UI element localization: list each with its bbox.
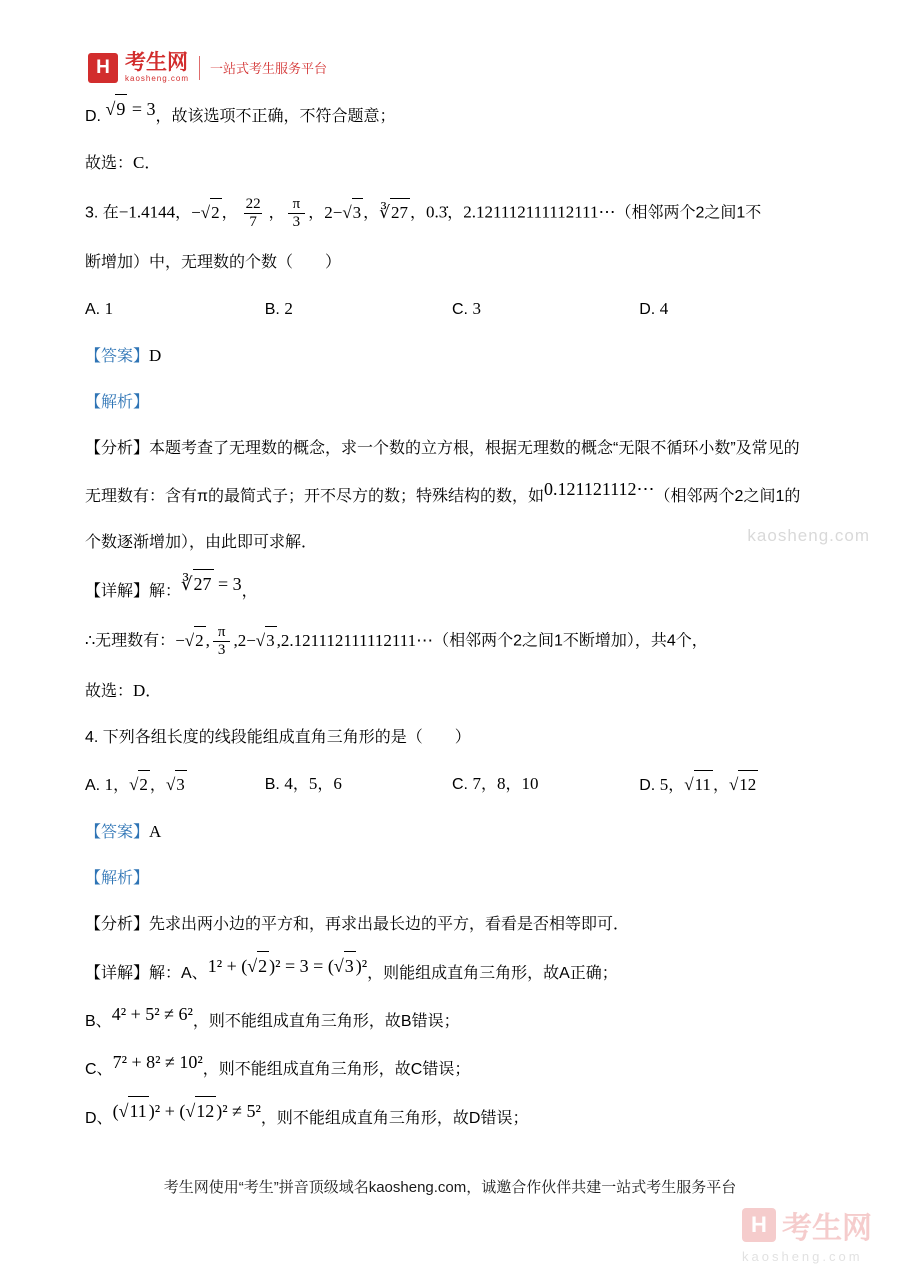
radical: [105, 94, 127, 123]
text-run: ，: [308, 204, 325, 222]
text-run: 【详解】解：A、: [85, 965, 208, 982]
math-run: [149, 346, 161, 365]
text-run: （相邻两个2之间1的: [654, 488, 801, 505]
kaosheng-logo-icon: [88, 53, 118, 83]
math-run: [105, 299, 114, 318]
text-run: 【分析】本题考查了无理数的概念，求一个数的立方根，根据无理数的概念“无限不循环小数”及常见的: [85, 440, 800, 457]
math-run: [660, 775, 669, 794]
radical: [201, 198, 222, 227]
analysis-q3-line-3: [85, 529, 834, 557]
text-run: ，: [363, 204, 380, 222]
math-text: 0.3̇: [426, 202, 448, 222]
math-run: [684, 775, 713, 794]
radicand: 9: [115, 94, 127, 123]
fraction-numerator: π: [292, 196, 301, 212]
math-run: [379, 203, 410, 222]
logo-domain: kaosheng.com: [125, 74, 190, 84]
text-run: D.: [639, 777, 660, 794]
fraction-numerator: π: [217, 624, 226, 640]
radicand: 3: [352, 198, 364, 227]
math-text: 0.121121112⋯: [544, 479, 655, 499]
option: [452, 770, 639, 800]
math-text: = 3: [213, 574, 242, 594]
option: [452, 295, 639, 324]
radical-sign-icon: ∛: [181, 574, 193, 594]
text-run: A.: [85, 777, 105, 794]
detail-q4-d: [85, 1102, 834, 1133]
text-run: ，: [505, 776, 522, 793]
page-watermark-text: kaosheng.com: [747, 526, 870, 545]
math-text: 7² + 8² ≠ 10²: [112, 1052, 203, 1072]
text-run: A.: [85, 301, 105, 318]
fraction: [213, 624, 231, 659]
radical-sign-icon: √: [342, 202, 352, 222]
math-text: 4: [284, 774, 293, 793]
text-run: 【答案】: [85, 348, 150, 365]
math-text: D: [133, 681, 146, 700]
fraction-numerator: 22: [245, 196, 261, 212]
text-run: 无理数有：含有π的最简式子；开不尽方的数；特殊结构的数，如: [85, 488, 545, 505]
text-run: ，则不能组成直角三角形，故B错误；: [192, 1013, 460, 1030]
option: [85, 295, 265, 324]
footer-text: 考生网使用“考生”拼音顶级域名kaosheng.com，诚邀合作伙伴共建一站式考生服务平台: [163, 1179, 737, 1196]
text-run: ，则能组成直角三角形，故A正确；: [367, 965, 618, 982]
radicand: 11: [694, 770, 713, 799]
math-run: [133, 681, 145, 700]
radical-sign-icon: √: [728, 775, 739, 794]
radical: [185, 626, 206, 655]
radical: [342, 198, 363, 227]
math-run: [113, 1048, 203, 1076]
text-run: 【答案】: [85, 824, 150, 841]
math-run: [284, 774, 293, 793]
analysis-q3-line-2: [85, 481, 834, 511]
radical-sign-icon: √: [184, 630, 195, 650]
math-run: [233, 631, 433, 650]
text-run: ，: [410, 204, 427, 222]
detail-q4-c: [85, 1054, 834, 1084]
math-run: [472, 774, 481, 793]
math-text: 4: [659, 299, 669, 318]
radicand: 27: [390, 198, 410, 227]
math-run: [119, 203, 175, 222]
math-text: 2: [284, 299, 293, 318]
radical-sign-icon: ∛: [379, 202, 391, 222]
text-run: C、: [85, 1061, 113, 1078]
math-run: [660, 299, 669, 318]
radicand: 11: [128, 1096, 148, 1125]
text-run: ．: [145, 683, 162, 700]
math-text: A: [149, 822, 162, 841]
radical-sign-icon: √: [165, 775, 176, 794]
text-run: D、: [85, 1110, 113, 1127]
math-text: 1: [104, 775, 114, 794]
text-run: C.: [452, 776, 473, 793]
answer-label-q3: [85, 342, 834, 371]
radicand: 2: [257, 951, 269, 980]
text-run: D.: [85, 108, 106, 125]
math-run: [208, 951, 367, 980]
math-run: [463, 203, 615, 222]
math-text: (: [112, 1101, 119, 1121]
watermark-row: [742, 1203, 872, 1247]
radical-sign-icon: √: [255, 630, 266, 650]
line-answer-choice: [85, 149, 834, 178]
text-run: 【分析】先求出两小边的平方和，再求出最长边的平方，看看是否相等即可．: [85, 916, 630, 933]
math-text: 6: [333, 774, 342, 793]
text-run: ，: [480, 776, 497, 793]
radical-sign-icon: √: [684, 775, 694, 794]
header: [88, 52, 327, 83]
radical: [166, 770, 187, 799]
text-run: ，: [668, 777, 685, 794]
text-run: ，: [221, 204, 238, 222]
text-run: 3. 在: [85, 204, 119, 222]
radical: [729, 770, 758, 799]
math-run: [105, 94, 155, 123]
analysis-q4: [85, 911, 834, 939]
radical-sign-icon: √: [333, 956, 344, 976]
text-run: 【解析】: [85, 870, 150, 887]
text-run: 【解析】: [85, 394, 150, 411]
math-run: [472, 299, 481, 318]
math-run: [521, 774, 538, 793]
text-run: ，: [447, 204, 464, 222]
math-text: )² ≠ 5²: [216, 1101, 261, 1121]
math-run: [333, 774, 342, 793]
question-3-options: [85, 295, 834, 324]
logo-name: 考生网: [125, 51, 188, 74]
radical: [119, 1096, 149, 1125]
radical: [684, 770, 713, 799]
option: [639, 770, 834, 800]
analysis-label-q4: [85, 865, 834, 893]
watermark-name: 考生网: [782, 1212, 872, 1245]
text-run: ，: [241, 583, 258, 600]
detail-q3-line-2: [85, 624, 834, 659]
math-run: [324, 203, 363, 222]
math-text: D: [149, 346, 162, 365]
math-text: −: [191, 202, 201, 222]
radical: [247, 951, 269, 980]
radicand: 3: [175, 770, 187, 799]
radical-sign-icon: √: [200, 202, 211, 222]
fraction-denominator: 3: [213, 641, 231, 659]
radical: [185, 1096, 216, 1125]
text-run: ∴无理数有：: [85, 632, 176, 650]
radical-sign-icon: √: [185, 1101, 196, 1121]
radical: [334, 951, 356, 980]
math-run: [149, 822, 161, 841]
radical: [129, 770, 150, 799]
math-run: [191, 203, 221, 222]
math-text: 5: [659, 775, 669, 794]
math-text: 8: [496, 774, 506, 793]
radical: [181, 569, 213, 598]
text-run: （相邻两个2之间1不: [615, 204, 762, 222]
text-run: B.: [264, 301, 285, 318]
text-run: ，则不能组成直角三角形，故C错误；: [202, 1061, 471, 1078]
text-run: B、: [85, 1013, 112, 1030]
math-run: [426, 203, 447, 222]
text-run: ，: [292, 776, 309, 793]
radicand: 3: [344, 951, 356, 980]
option: [85, 770, 265, 800]
math-text: ,2.121112111112111⋯: [276, 630, 434, 650]
detail-q3-line-1: [85, 575, 834, 606]
math-text: )² = 3 = (: [269, 956, 334, 976]
analysis-label-q3: [85, 389, 834, 417]
math-run: [175, 631, 210, 650]
line-option-d-check: [85, 100, 834, 131]
radicand: 27: [193, 569, 214, 598]
math-run: [181, 569, 242, 598]
text-run: 4. 下列各组长度的线段能组成直角三角形的是（ ）: [85, 729, 471, 746]
answer-label-q4: [85, 818, 834, 847]
radicand: 12: [195, 1096, 216, 1125]
radical: [256, 626, 277, 655]
kaosheng-logo-text: [125, 52, 189, 83]
text-run: B.: [264, 776, 285, 793]
fraction-denominator: 7: [244, 213, 262, 231]
math-text: 4² + 5² ≠ 6²: [111, 1004, 193, 1024]
math-run: [544, 475, 655, 503]
text-run: ，: [712, 777, 729, 794]
watermark-domain: kaosheng.com: [742, 1249, 863, 1264]
text-run: ，故该选项不正确，不符合题意；: [155, 108, 396, 125]
math-text: 1² + (: [207, 956, 248, 976]
radicand: 2: [194, 626, 206, 655]
text-run: 故选：: [85, 155, 134, 172]
math-run: [129, 775, 150, 794]
math-text: −: [175, 630, 185, 650]
kaosheng-watermark-icon: [742, 1208, 776, 1242]
math-text: −1.4144: [118, 202, 176, 222]
math-run: [284, 299, 293, 318]
math-text: ,: [205, 630, 210, 650]
answer-choice-q3: [85, 677, 834, 706]
text-run: ．: [144, 155, 161, 172]
math-run: [133, 153, 144, 172]
kaosheng-watermark: [742, 1203, 872, 1264]
document-content: [85, 100, 834, 1151]
radicand: 3: [265, 626, 277, 655]
math-text: 2−: [324, 202, 343, 222]
option: [639, 295, 834, 324]
fraction-denominator: 3: [288, 213, 306, 231]
text-run: ，: [175, 204, 192, 222]
math-text: 10: [521, 774, 539, 793]
math-run: [113, 1096, 261, 1125]
logo-divider: [199, 56, 200, 80]
math-text: C: [133, 153, 145, 172]
math-text: ,2−: [233, 630, 256, 650]
radical-sign-icon: √: [129, 775, 139, 794]
math-run: [729, 775, 758, 794]
text-run: （相邻两个2之间1不断增加），共4个，: [433, 632, 708, 650]
fraction: [241, 196, 266, 231]
radical-sign-icon: √: [247, 956, 258, 976]
math-text: )² + (: [148, 1101, 186, 1121]
text-run: ，: [317, 776, 334, 793]
math-run: [112, 1000, 193, 1028]
text-run: 【详解】解：: [85, 583, 182, 600]
radicand: 12: [738, 770, 758, 799]
text-run: ，: [113, 777, 130, 794]
detail-q4-b: [85, 1006, 834, 1036]
radicand: 2: [210, 198, 222, 227]
math-run: [105, 775, 114, 794]
math-text: 5: [308, 774, 318, 793]
text-run: ，: [268, 204, 285, 222]
text-run: ，: [149, 777, 166, 794]
text-run: 个数逐渐增加），由此即可求解．: [85, 534, 318, 551]
question-3-line-1: [85, 196, 834, 231]
math-text: 2.121112111112111⋯: [463, 202, 616, 222]
text-run: ，则不能组成直角三角形，故D错误；: [260, 1110, 529, 1127]
analysis-q3-line-1: [85, 435, 834, 463]
math-text: 7: [472, 774, 481, 793]
logo-tagline: 一站式考生服务平台: [210, 61, 328, 77]
fraction: [288, 196, 306, 231]
question-4: [85, 724, 834, 752]
math-text: = 3: [127, 99, 156, 119]
math-text: )²: [355, 956, 368, 976]
radical-sign-icon: √: [118, 1101, 129, 1121]
radical: [379, 198, 410, 227]
option: [265, 770, 452, 800]
option: [265, 295, 452, 324]
text-run: 断增加）中，无理数的个数（ ）: [85, 254, 342, 271]
text-run: C.: [452, 301, 473, 318]
math-run: [166, 775, 187, 794]
text-run: 故选：: [85, 683, 134, 700]
radical-sign-icon: √: [105, 99, 116, 119]
text-run: D.: [639, 301, 660, 318]
question-3-line-2: [85, 249, 834, 277]
radicand: 2: [138, 770, 150, 799]
math-text: 1: [104, 299, 114, 318]
detail-q4-a: [85, 957, 834, 988]
question-4-options: [85, 770, 834, 800]
math-text: 3: [472, 299, 481, 318]
